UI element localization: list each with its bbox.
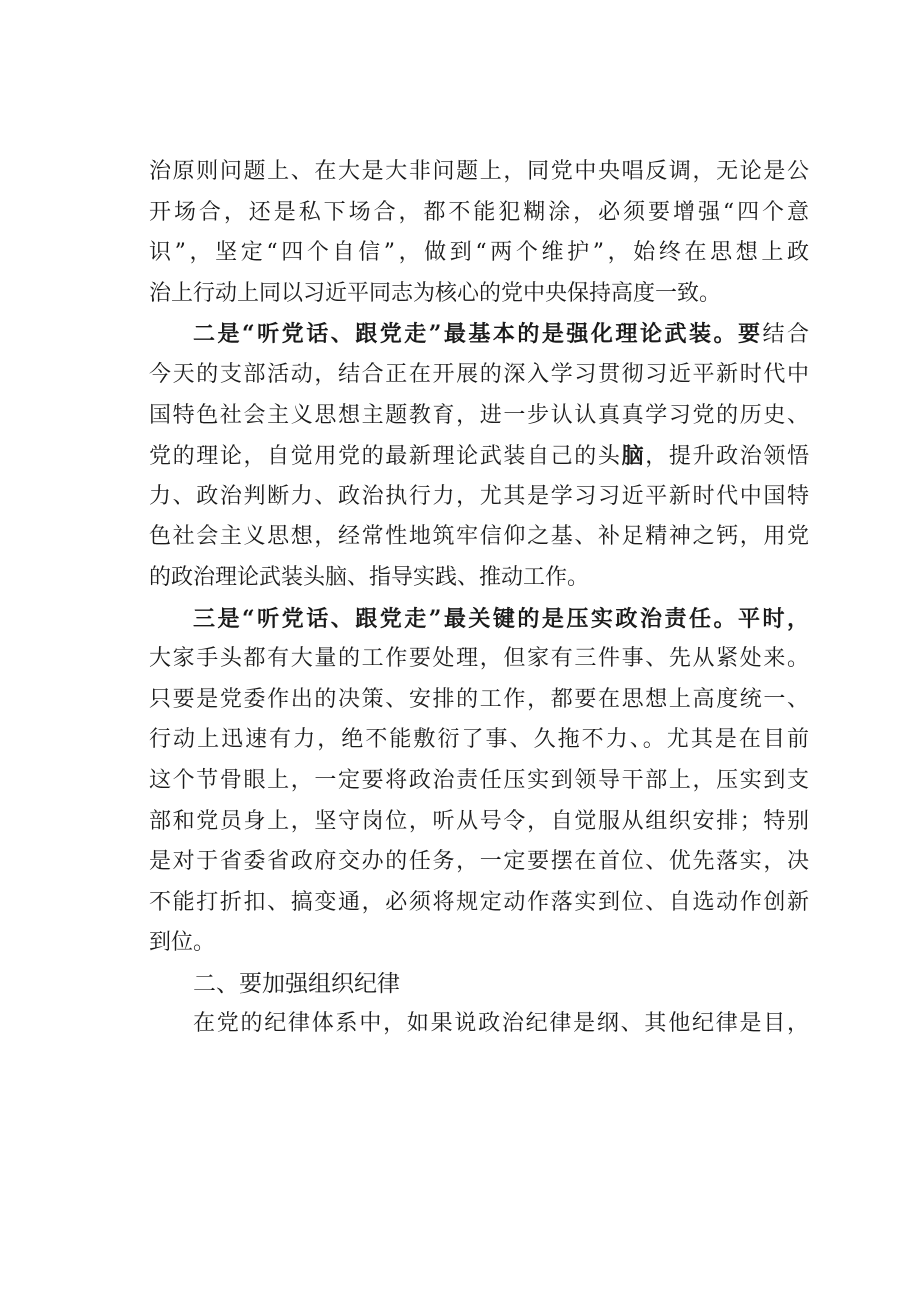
text-line: 开场合，还是私下场合，都不能犯糊涂，必须要增强“四个意 bbox=[149, 199, 809, 225]
bold-character: 脑 bbox=[621, 443, 646, 470]
text-line: 的政治理论武装头脑、指导实践、推动工作。 bbox=[149, 564, 590, 590]
paragraph-lead-bold: 三是“听党话、跟党走”最关键的是压实政治责任。平 bbox=[193, 605, 763, 632]
text-run: 结合 bbox=[762, 322, 809, 348]
text-line: 治上行动上同以习近平同志为核心的党中央保持高度一致。 bbox=[149, 280, 722, 306]
paragraph-theory-arming bbox=[149, 314, 809, 598]
text-line: 大家手头都有大量的工作要处理，但家有三件事、先从紧处来。 bbox=[149, 646, 809, 672]
text-line: 部和党员身上，坚守岗位，听从号令，自觉服从组织安排；特别 bbox=[149, 808, 809, 834]
paragraph-lead-bold: 二是“听党话、跟党走”最基本的是强化理论武装。要 bbox=[193, 321, 763, 348]
text-line: 不能打折扣、搞变通，必须将规定动作落实到位、自选动作创新 bbox=[149, 889, 809, 915]
paragraph-discipline-system bbox=[149, 1004, 809, 1045]
text-line: 是对于省委省政府交办的任务，一定要摆在首位、优先落实，决 bbox=[149, 849, 809, 875]
text-line: 只要是党委作出的决策、安排的工作，都要在思想上高度统一、 bbox=[149, 686, 809, 712]
text-line: 到位。 bbox=[149, 930, 216, 956]
text-line: 国特色社会主义思想主题教育，进一步认认真真学习党的历史、 bbox=[149, 402, 809, 428]
text-line: 行动上迅速有力，绝不能敷衍了事、久拖不力、。尤其是在目前 bbox=[149, 727, 809, 753]
text-line: 力、政治判断力、政治执行力，尤其是学习习近平新时代中国特 bbox=[149, 483, 809, 509]
document-body bbox=[149, 152, 809, 1045]
text-run: 党的理论，自觉用党的最新理论武装自己的头 bbox=[149, 444, 622, 470]
paragraph-political-rules bbox=[149, 152, 809, 314]
text-line: 识”，坚定“四个自信”，做到“两个维护”，始终在思想上政 bbox=[149, 240, 809, 266]
text-line: 今天的支部活动，结合正在开展的深入学习贯彻习近平新时代中 bbox=[149, 361, 809, 387]
text-line: 这个节骨眼上，一定要将政治责任压实到领导干部上，压实到支 bbox=[149, 767, 809, 793]
text-run: 时， bbox=[762, 605, 809, 632]
text-line: 治原则问题上、在大是大非问题上，同党中央唱反调，无论是公 bbox=[149, 159, 809, 184]
text-line: 在党的纪律体系中，如果说政治纪律是纲、其他纪律是目， bbox=[193, 1011, 809, 1037]
text-run: ，提升政治领悟 bbox=[645, 444, 809, 470]
text-line bbox=[149, 599, 809, 640]
text-line bbox=[149, 314, 809, 355]
text-line: 色社会主义思想，经常性地筑牢信仰之基、补足精神之钙，用党 bbox=[149, 524, 809, 550]
paragraph-political-responsibility bbox=[149, 599, 809, 964]
section-heading: 二、要加强组织纪律 bbox=[193, 970, 400, 997]
text-line bbox=[149, 436, 809, 477]
